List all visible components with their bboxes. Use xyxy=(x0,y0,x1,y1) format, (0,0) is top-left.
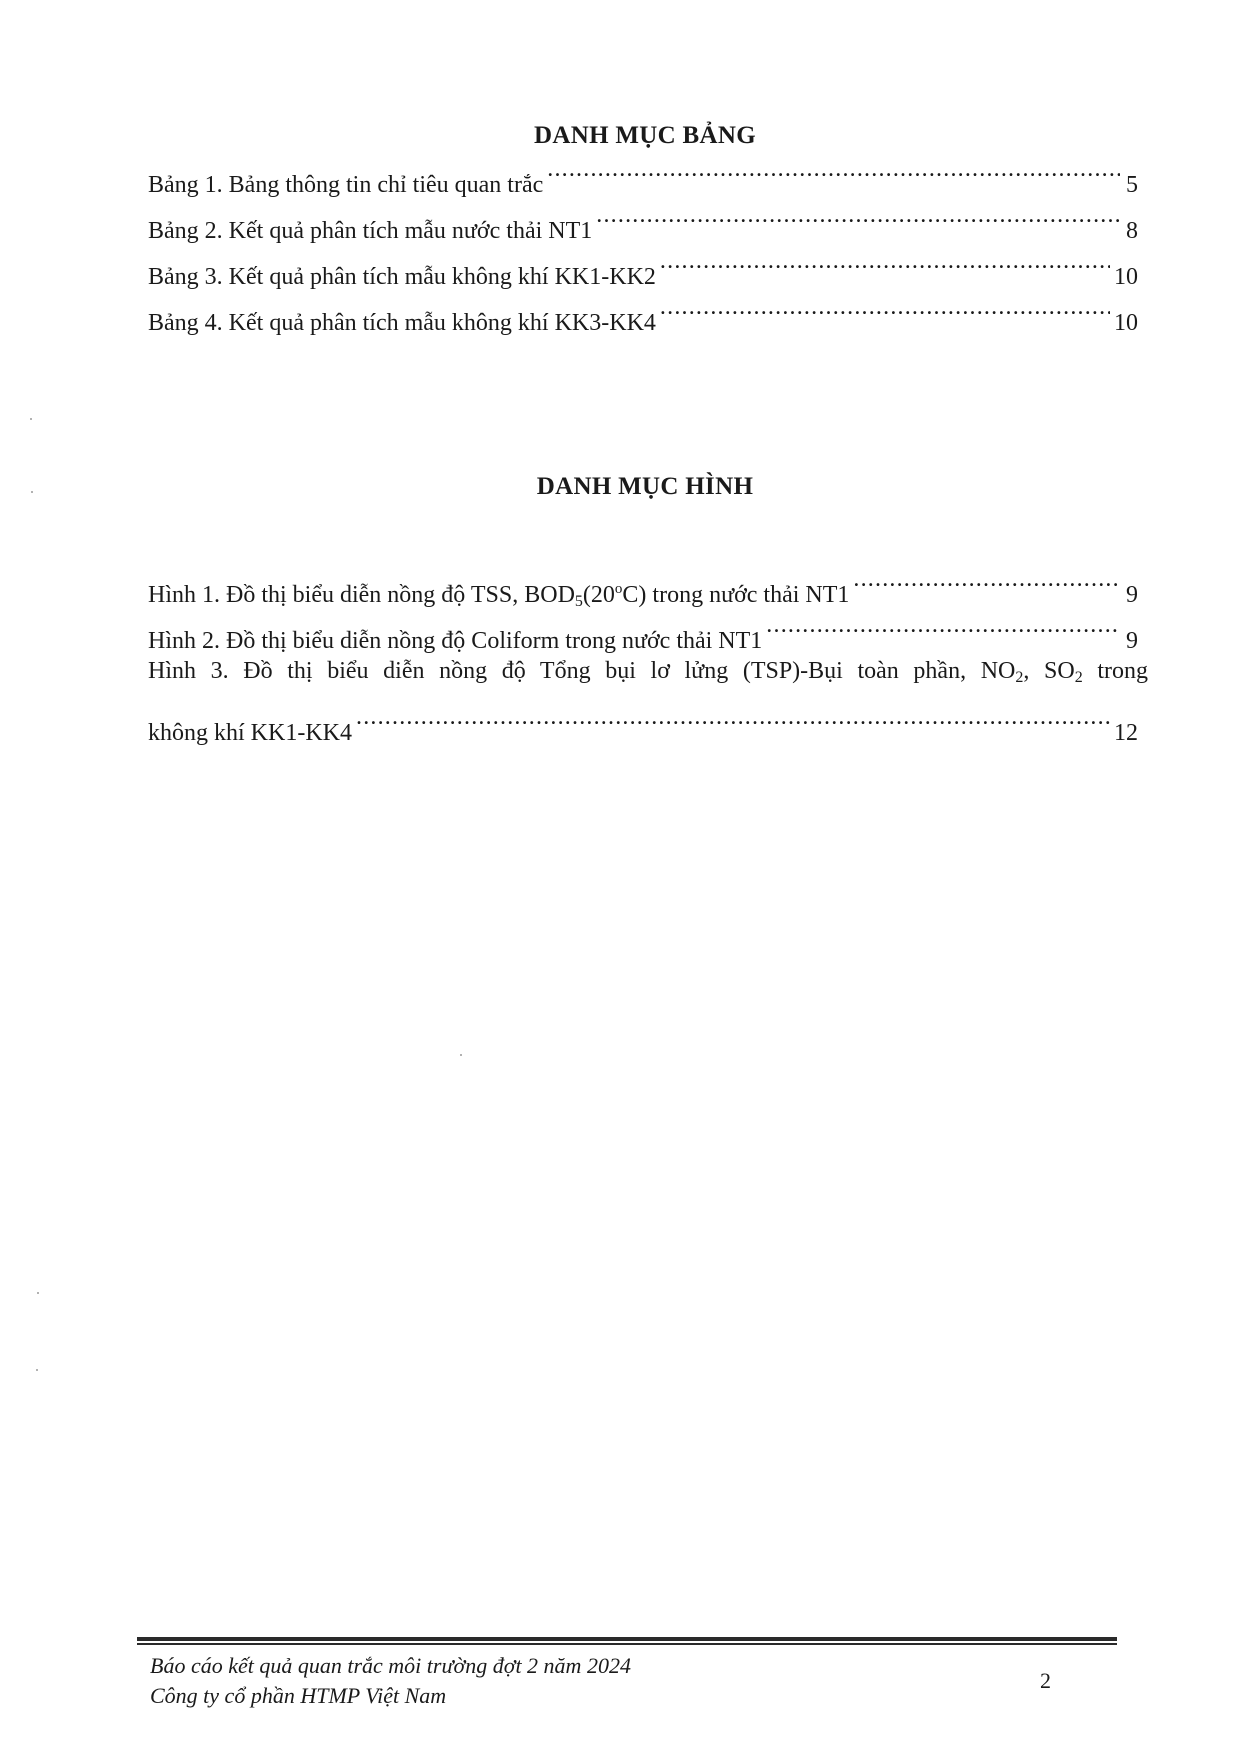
scan-speck xyxy=(36,1369,38,1371)
dot-leader xyxy=(853,556,1120,602)
scan-speck xyxy=(460,1054,462,1056)
scan-speck xyxy=(31,491,33,493)
figures-list-title: DANH MỤC HÌNH xyxy=(536,473,754,500)
dot-leader xyxy=(766,602,1120,648)
toc-entry-page: 8 xyxy=(1126,218,1138,244)
toc-entry-label: Bảng 2. Kết quả phân tích mẫu nước thải NT1 xyxy=(148,218,593,244)
toc-entry-page: 9 xyxy=(1126,582,1138,608)
figures-toc-list xyxy=(148,556,1148,746)
toc-entry-page: 10 xyxy=(1114,264,1138,290)
toc-entry-label: Bảng 3. Kết quả phân tích mẫu không khí KK1-KK2 xyxy=(148,264,656,290)
toc-entry-label-line2 xyxy=(148,694,1138,746)
footer-rule-thin xyxy=(137,1643,1117,1645)
dot-leader xyxy=(356,694,1110,740)
footer-text xyxy=(150,1651,631,1711)
dot-leader xyxy=(547,146,1120,192)
dot-leader xyxy=(660,238,1110,284)
tables-toc-list xyxy=(148,146,1138,336)
dot-leader xyxy=(596,192,1120,238)
toc-entry-figure-1[interactable] xyxy=(148,556,1138,610)
toc-entry-page: 10 xyxy=(1114,310,1138,336)
footer-report-title: Báo cáo kết quả quan trắc môi trường đợt 2 năm 2024 xyxy=(150,1653,631,1678)
toc-entry-table-1[interactable] xyxy=(148,146,1138,198)
toc-entry-page: 5 xyxy=(1126,172,1138,198)
toc-entry-label: không khí KK1-KK4 xyxy=(148,720,352,746)
toc-entry-figure-3[interactable] xyxy=(148,648,1148,746)
toc-entry-page: 9 xyxy=(1126,628,1138,654)
toc-entry-label: Hình 1. Đồ thị biểu diễn nồng độ TSS, $BOD_5(20^oC)$ trong nước thải NT1 xyxy=(148,581,850,610)
page-number: 2 xyxy=(1040,1668,1051,1693)
toc-entry-label: Hình 2. Đồ thị biểu diễn nồng độ Coliform trong nước thải NT1 xyxy=(148,628,763,654)
tables-list-title: DANH MỤC BẢNG xyxy=(534,122,756,149)
toc-entry-page: 12 xyxy=(1114,720,1138,746)
toc-entry-label: Bảng 4. Kết quả phân tích mẫu không khí KK3-KK4 xyxy=(148,310,656,336)
scan-speck xyxy=(37,1292,39,1294)
dot-leader xyxy=(660,284,1110,330)
toc-entry-label: Bảng 1. Bảng thông tin chỉ tiêu quan trắc xyxy=(148,172,544,198)
footer-rule xyxy=(137,1637,1117,1641)
toc-entry-label-line1: Hình 3. Đồ thị biểu diễn nồng độ Tổng bụi lơ lửng (TSP)-Bụi toàn phần, $NO_2$, $SO_2$ trong xyxy=(148,658,1148,686)
scan-speck xyxy=(30,418,32,420)
footer-company-name: Công ty cổ phần HTMP Việt Nam xyxy=(150,1683,447,1708)
